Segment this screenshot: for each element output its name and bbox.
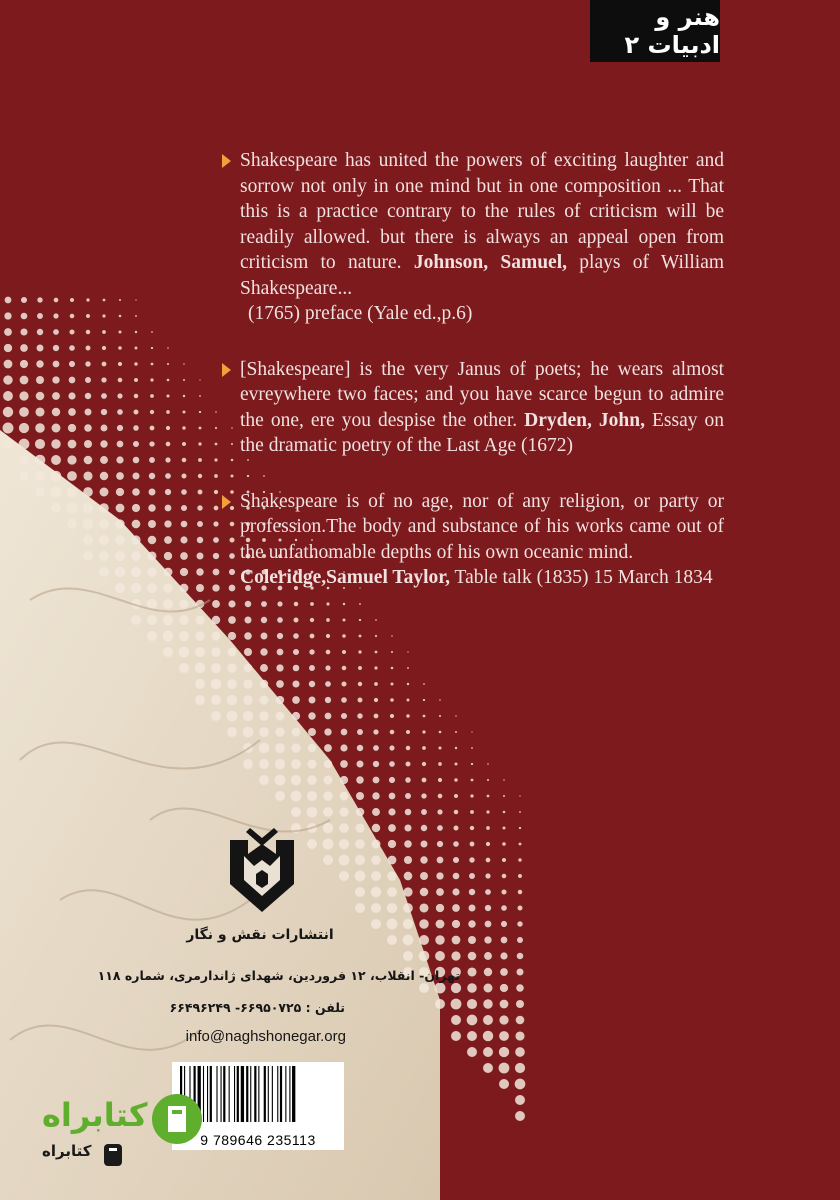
series-tag: هنر و ادبیات ۲ [590, 0, 720, 62]
quote-3 [222, 489, 724, 591]
publisher-name: انتشارات نقش و نگار [186, 927, 334, 943]
ketabrah-watermark [42, 1090, 222, 1182]
quote-author: Coleridge,Samuel Taylor, [240, 567, 451, 588]
quote-author: Dryden, John, [524, 409, 645, 431]
book-logo-small-icon [102, 1142, 124, 1168]
bullet-arrow-icon [222, 154, 231, 168]
book-logo-icon [150, 1092, 204, 1146]
barcode-number: 9 789646 235113 [200, 1132, 316, 1148]
quote-source: Table talk (1835) 15 March 1834 [454, 567, 713, 588]
quote-text: Shakespeare has united the powers of exciting laughter and sorrow not only in one mind but in one composition ... That this is a practice contrary to the rules of criticism will be readily allowed. but there is always an appeal open from criticism to nature. [240, 150, 724, 273]
watermark-small-text: کتابراه [42, 1142, 92, 1160]
bullet-arrow-icon [222, 363, 231, 377]
publisher-email[interactable]: info@naghshonegar.org [185, 1028, 346, 1045]
quote-1 [222, 148, 724, 327]
publisher-phone: تلفن : ۶۶۹۵۰۷۲۵- ۶۶۴۹۶۲۴۹ [169, 1000, 345, 1015]
quote-source: Essay on the dramatic poetry of the Last Age (1672) [240, 409, 725, 456]
quote-text: Shakespeare is of no age, nor of any religion, or party or profession.The body and substance of his works came out of the unfathomable depths of his own oceanic mind. [240, 490, 724, 563]
publisher-logo-icon [226, 826, 298, 914]
quote-2 [222, 357, 724, 459]
bullet-arrow-icon [222, 495, 231, 509]
watermark-text: کتابراه [42, 1096, 148, 1134]
publisher-address: تهران- انقلاب، ۱۲ فروردین، شهدای ژاندارمری، شماره ۱۱۸ [97, 968, 460, 983]
quotes-column [222, 148, 724, 591]
quote-text: [Shakespeare] is the very Janus of poets; he wears almost evreywhere two faces; and you have scarce begun to admire the one, ere you despise the other. [240, 358, 724, 431]
quote-source: plays of William Shakespeare... [240, 252, 725, 299]
quote-author: Johnson, Samuel, [413, 252, 568, 273]
quote-source-2: (1765) preface (Yale ed.,p.6) [248, 303, 473, 324]
